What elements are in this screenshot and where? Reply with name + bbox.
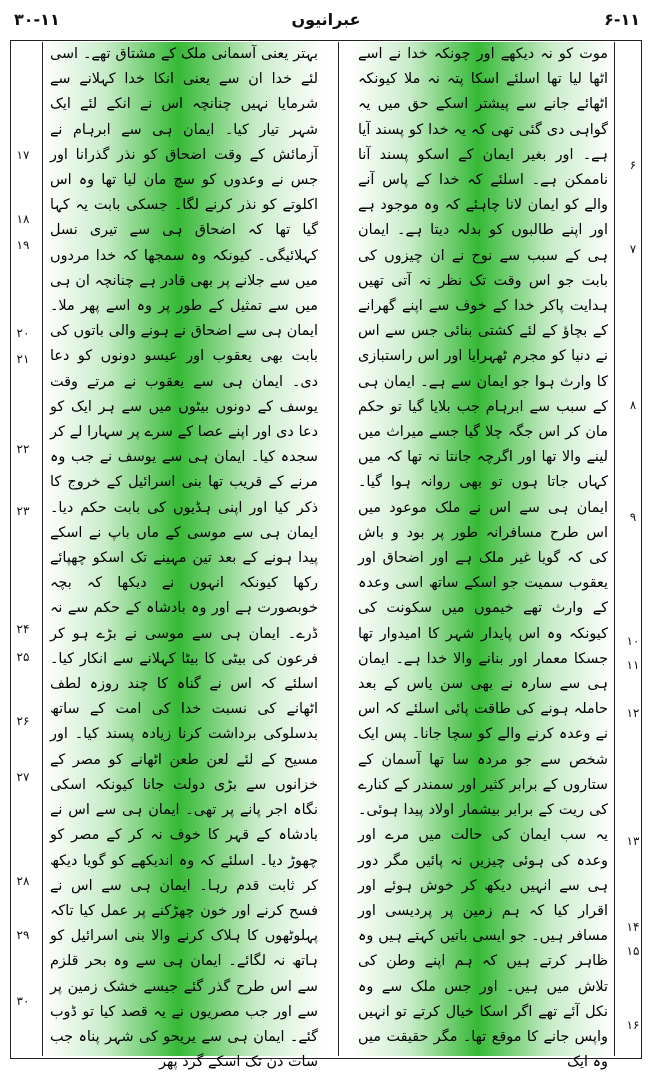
verse-number: ۱۹ <box>16 238 30 252</box>
verse-number: ۲۹ <box>16 928 30 942</box>
verse-number: ۲۰ <box>16 326 30 340</box>
verse-number: ۲۷ <box>16 770 30 784</box>
verse-number: ۱۸ <box>16 212 30 226</box>
right-margin-divider <box>614 42 615 1056</box>
header-verse-range-right: ۶-۱۱ <box>604 10 640 29</box>
right-column-text: موت کو نہ دیکھے اور چونکہ خدا نے اسے اٹھا لیا تھا اسلئے اسکا پتہ نہ ملا کیونکہ اٹھائے جانے سے پیشتر اسکے حق میں یہ گواہی دی گئی تھی کہ یہ خدا کو پسند آیا ہے۔ اور بغیر ایمان کے اسکو پسند آنا ناممکن ہے۔ اسلئے کہ خدا کے پاس آنے والے کو ایمان لانا چاہئے کہ وہ موجود ہے اور اپنے طالبوں کو بدلہ دیتا ہے۔ ایمان ہی کے سبب سے نوح نے ان چیزوں کی بابت جو اس وقت تک نظر نہ آتی تھیں ہدایت پاکر خدا کے خوف سے اپنے گھرانے کے بچاؤ کے لئے کشتی بنائی جس سے اس نے دنیا کو مجرم ٹھہرایا اور اس راستبازی کا وارث ہوا جو ایمان سے ہے۔ ایمان ہی کے سبب سے ابرہام جب بلایا گیا تو حکم مان کر اس جگہ چلا گیا جسے میراث میں لینے والا تھا اور اگرچہ جانتا نہ تھا کہ میں کہاں جاتا ہوں تو بھی روانہ ہوا گیا۔ ایمان ہی سے اس نے ملک موعود میں اس طرح مسافرانہ طور پر بود و باش کی کہ گویا غیر ملک ہے اور اضحاق اور یعقوب سمیت جو اسکے ساتھ اسی وعدہ کے وارث تھے خیموں میں سکونت کی کیونکہ وہ اس پایدار شہر کا امیدوار تھا جسکا معمار اور بنانے والا خدا ہے۔ ایمان ہی سے سارہ نے بھی سن یاس کے بعد حاملہ ہونے کی طاقت پائی اسلئے کہ اس نے وعدہ کرنے والے کو سچا جانا۔ پس ایک شخص سے جو مردہ سا تھا آسمان کے ستاروں کے برابر کثیر اور سمندر کے کنارے کی ریت کے برابر بیشمار اولاد پیدا ہوئی۔ یہ سب ایمان کی حالت میں مرے اور وعدہ کی ہوئی چیزیں نہ پائیں مگر دور ہی سے انہیں دیکھ کر خوش ہوئے اور اقرار کیا کہ ہم زمین پر پردیسی اور مسافر ہیں۔ جو ایسی باتیں کہتے ہیں وہ ظاہر کرتے ہیں کہ ہم اپنے وطن کی تلاش میں ہیں۔ اور جس ملک سے وہ نکل آئے تھے اگر اسکا خیال کرتے تو انہیں واپس جانے کا موقع تھا۔ مگر حقیقت میں وہ ایک <box>358 46 608 1071</box>
header-verse-range-left: ۳۰-۱۱ <box>14 10 60 29</box>
verse-number: ۱۷ <box>16 148 30 162</box>
verse-number: ۷ <box>629 242 637 256</box>
right-verse-numbers <box>616 42 650 1056</box>
left-margin-divider <box>42 42 43 1056</box>
verse-number: ۹ <box>629 510 637 524</box>
verse-number: ۲۲ <box>16 442 30 456</box>
right-text-column <box>352 42 614 1071</box>
verse-number: ۱۶ <box>626 1018 640 1032</box>
verse-number: ۱۳ <box>626 834 640 848</box>
verse-number: ۱۱ <box>626 658 640 672</box>
verse-number: ۸ <box>629 398 637 412</box>
verse-number: ۲۴ <box>16 622 30 636</box>
verse-number: ۲۸ <box>16 874 30 888</box>
verse-number: ۲۵ <box>16 650 30 664</box>
verse-number: ۶ <box>629 158 637 172</box>
verse-number: ۳۰ <box>16 994 30 1008</box>
left-text-column <box>44 42 324 1071</box>
page-header <box>0 0 652 40</box>
left-verse-numbers <box>4 42 42 1056</box>
book-title: عبرانیوں <box>291 10 361 29</box>
verse-number: ۱۲ <box>626 706 640 720</box>
verse-number: ۲۳ <box>16 504 30 518</box>
verse-number: ۲۱ <box>16 352 30 366</box>
verse-number: ۲۶ <box>16 714 30 728</box>
column-divider <box>338 42 339 1056</box>
verse-number: ۱۴ <box>626 920 640 934</box>
verse-number: ۱۵ <box>626 944 640 958</box>
verse-number: ۱۰ <box>626 634 640 648</box>
left-column-text: بہتر یعنی آسمانی ملک کے مشتاق تھے۔ اسی لئے خدا ان سے یعنی انکا خدا کہلانے سے شرمایا نہیں چنانچہ اس نے انکے لئے ایک شہر تیار کیا۔ ایمان ہی سے ابرہام نے آزمائش کے وقت اضحاق کو نذر گذرانا اور جس نے وعدوں کو سچ مان لیا تھا وہ اس اکلوتے کو نذر کرنے لگا۔ جسکی بابت یہ کہا گیا تھا کہ اضحاق ہی سے تیری نسل کہلائیگی۔ کیونکہ وہ سمجھا کہ خدا مردوں میں سے جلانے پر بھی قادر ہے چنانچہ ان ہی میں سے تمثیل کے طور پر وہ اسے پھر ملا۔ ایمان ہی سے اضحاق نے ہونے والی باتوں کی بابت بھی یعقوب اور عیسو دونوں کو دعا دی۔ ایمان ہی سے یعقوب نے مرتے وقت یوسف کے دونوں بیٹوں میں سے ہر ایک کو دعا دی اور اپنے عصا کے سرے پر سہارا لے کر سجدہ کیا۔ ایمان ہی سے یوسف نے جب وہ مرنے کے قریب تھا بنی اسرائیل کے خروج کا ذکر کیا اور اپنی ہڈیوں کی بابت حکم دیا۔ ایمان ہی سے موسی کے ماں باپ نے اسکے پیدا ہونے کے بعد تین مہینے تک اسکو چھپائے رکھا کیونکہ انہوں نے دیکھا کہ بچہ خوبصورت ہے اور وہ بادشاہ کے حکم سے نہ ڈرے۔ ایمان ہی سے موسی نے بڑے ہو کر فرعون کی بیٹی کا بیٹا کہلانے سے انکار کیا۔ اسلئے کہ اس نے گناہ کا چند روزہ لطف اٹھانے کی نسبت خدا کی امت کے ساتھ بدسلوکی برداشت کرنا زیادہ پسند کیا۔ اور مسیح کے لئے لعن طعن اٹھانے کو مصر کے خزانوں سے بڑی دولت جانا کیونکہ اسکی نگاہ اجر پانے پر تھی۔ ایمان ہی سے اس نے بادشاہ کے قہر کا خوف نہ کر کے مصر کو چھوڑ دیا۔ اسلئے کہ وہ اندیکھے کو گویا دیکھ کر ثابت قدم رہا۔ ایمان ہی سے اس نے فسح کرنے اور خون چھڑکنے پر عمل کیا تاکہ پہلوٹھوں کا ہلاک کرنے والا بنی اسرائیل کو ہاتھ نہ لگائے۔ ایمان ہی سے وہ بحر قلزم سے اس طرح گذر گئے جیسے خشک زمین پر سے اور جب مصریوں نے یہ قصد کیا تو ڈوب گئے۔ ایمان ہی سے یریحو کی شہر پناہ جب سات دن تک اسکے گرد پھر <box>50 46 318 1071</box>
